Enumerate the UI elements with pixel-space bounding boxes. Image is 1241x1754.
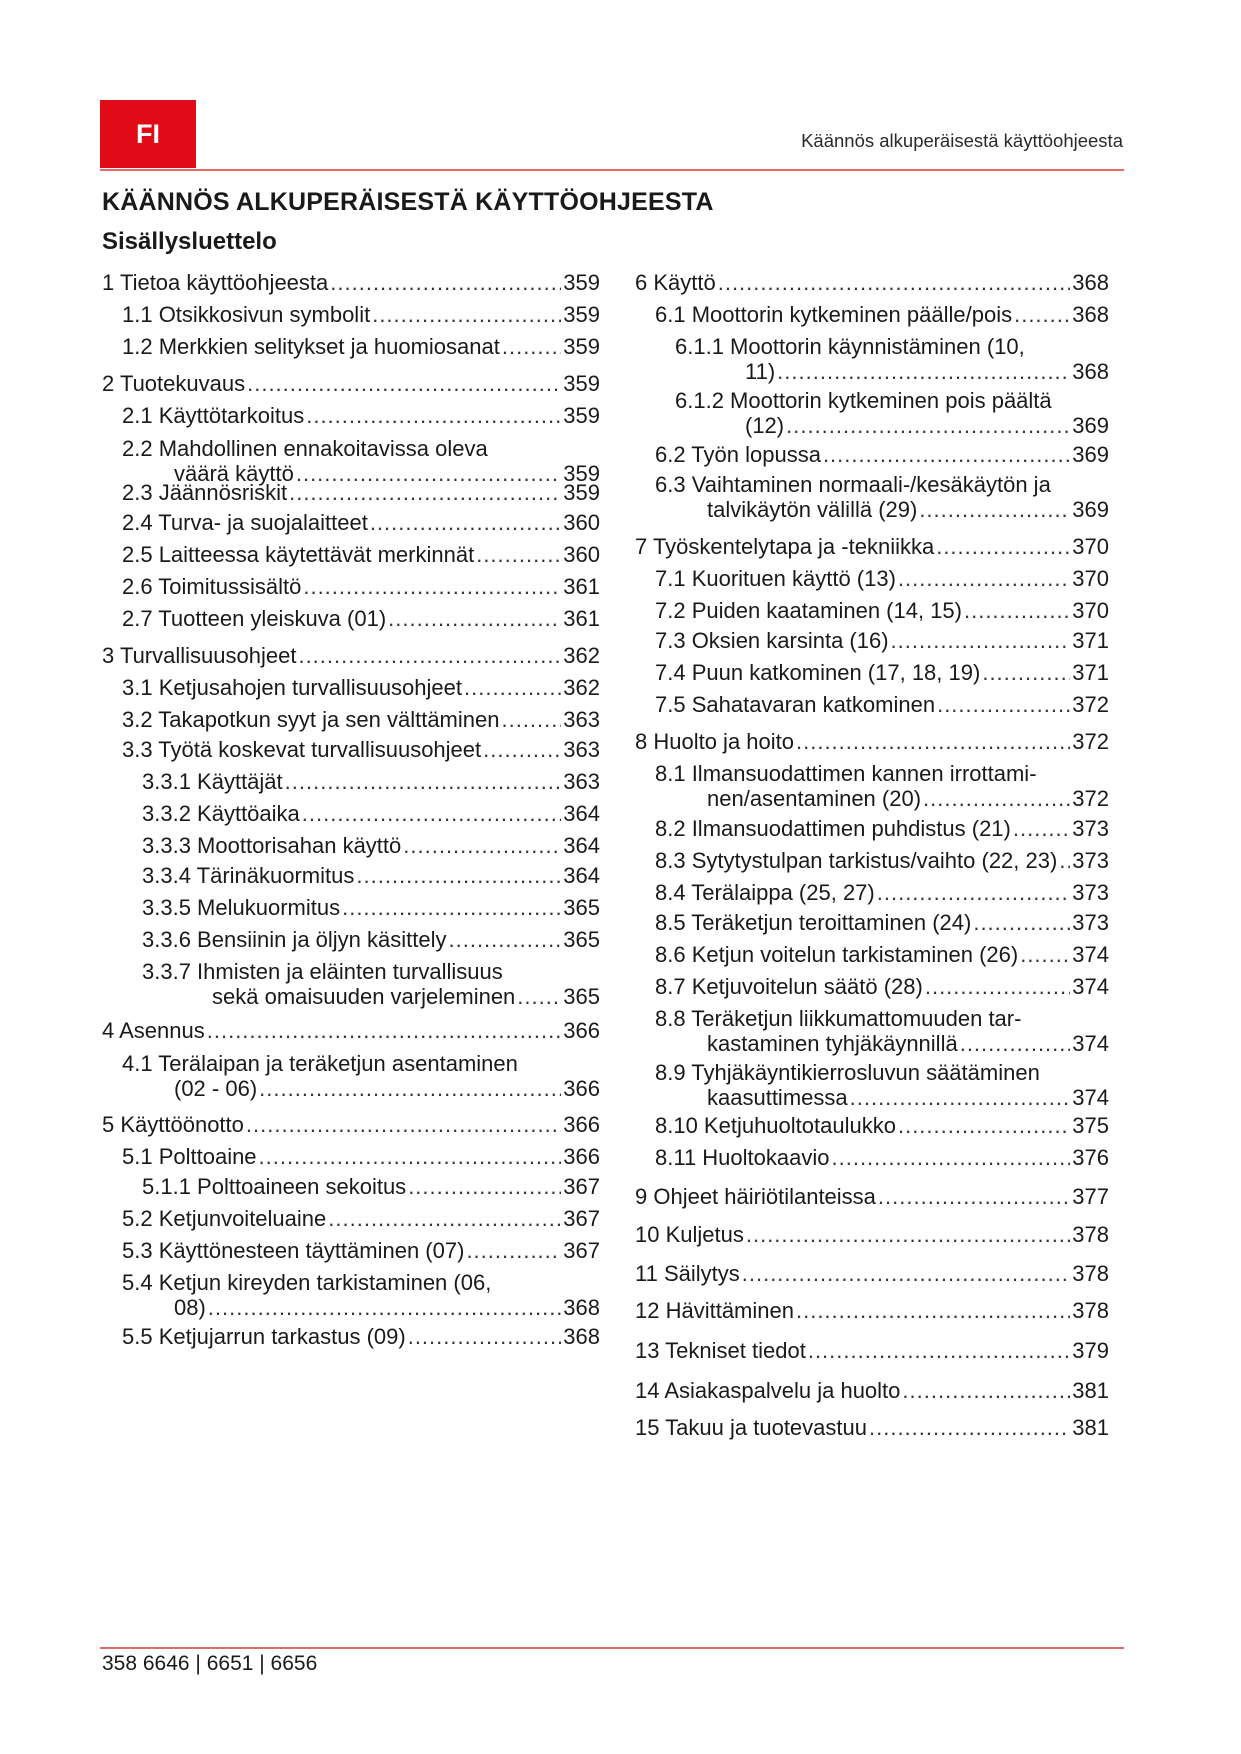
toc-leader-dots (960, 1031, 1071, 1056)
toc-entry-label: 6.2 Työn lopussa (655, 442, 821, 467)
toc-entry-6-kaytto[interactable] (635, 270, 1109, 295)
toc-entry-label: väärä käyttö (174, 461, 294, 486)
toc-entry-label: 4 Asennus (102, 1018, 205, 1043)
toc-entry-8-10-ketjuhuoltotaulukko[interactable] (635, 1113, 1109, 1138)
toc-entry-label: sekä omaisuuden varjeleminen (212, 984, 516, 1009)
toc-entry-3-3-4-tarinakuormitus[interactable] (102, 863, 600, 888)
toc-leader-dots (777, 359, 1070, 384)
toc-entry-label-line: 2.2 Mahdollinen ennakoitavissa oleva (122, 436, 488, 461)
toc-page-number: 375 (1072, 1113, 1109, 1138)
toc-entry-label-line: 5.4 Ketjun kireyden tarkistaminen (06, (122, 1270, 492, 1295)
toc-entry-label: 7.3 Oksien karsinta (16) (655, 628, 889, 653)
toc-entry-3-3-1-kayttajat[interactable] (102, 769, 600, 794)
toc-entry-7-5-sahatavaran-katkominen[interactable] (635, 692, 1109, 717)
toc-leader-dots (923, 786, 1070, 811)
footer-product-codes: 358 6646 | 6651 | 6656 (102, 1652, 318, 1675)
toc-page-number: 369 (1072, 413, 1109, 438)
toc-entry-label: kaasuttimessa (707, 1085, 848, 1110)
footer-divider (100, 1647, 1124, 1649)
toc-entry-label: (02 - 06) (174, 1076, 258, 1101)
toc-leader-dots (937, 692, 1070, 717)
toc-entry-7-tyoskentelytapa-ja-tekniikka[interactable] (635, 534, 1109, 559)
toc-entry-8-5-teraketjun-teroittaminen-24[interactable] (635, 910, 1109, 935)
toc-entry-13-tekniset-tiedot[interactable] (635, 1338, 1109, 1363)
toc-leader-dots (483, 737, 561, 762)
toc-entry-label: 10 Kuljetus (635, 1222, 744, 1247)
toc-page-number: 381 (1072, 1378, 1109, 1403)
toc-leader-dots (408, 1174, 561, 1199)
toc-entry-1-1-otsikkosivun-symbolit[interactable] (102, 302, 600, 327)
toc-leader-dots (982, 660, 1070, 685)
toc-leader-dots (403, 833, 561, 858)
toc-page-number: 372 (1072, 692, 1109, 717)
toc-leader-dots (208, 1295, 561, 1320)
toc-page-number: 374 (1072, 1031, 1109, 1056)
toc-entry-label: 3.3.3 Moottorisahan käyttö (142, 833, 402, 858)
toc-entry-label: 3 Turvallisuusohjeet (102, 643, 297, 668)
toc-leader-dots (289, 480, 561, 505)
toc-leader-dots (877, 880, 1071, 905)
toc-entry-2-7-tuotteen-yleiskuva-01[interactable] (102, 606, 600, 631)
toc-leader-dots (259, 1144, 562, 1169)
toc-entry-label: 2.7 Tuotteen yleiskuva (01) (122, 606, 387, 631)
toc-entry-label: 11 Säilytys (635, 1261, 740, 1286)
toc-leader-dots (878, 1184, 1070, 1209)
toc-entry-8-huolto-ja-hoito[interactable] (635, 729, 1109, 754)
toc-leader-dots (973, 910, 1070, 935)
toc-page-number: 362 (563, 643, 600, 668)
toc-entry-label: 2.4 Turva- ja suojalaitteet (122, 510, 368, 535)
toc-entry-8-4-teralaippa-25-27[interactable] (635, 880, 1109, 905)
toc-page-number: 361 (563, 606, 600, 631)
toc-leader-dots (247, 371, 561, 396)
toc-entry-10-kuljetus[interactable] (635, 1222, 1109, 1247)
toc-entry-label: 1.1 Otsikkosivun symbolit (122, 302, 371, 327)
toc-leader-dots (1020, 942, 1070, 967)
toc-entry-6-1-moottorin-kytkeminen-paalle-pois[interactable] (635, 302, 1109, 327)
toc-entry-label: 15 Takuu ja tuotevastuu (635, 1415, 867, 1440)
toc-page-number: 364 (563, 863, 600, 888)
toc-entry-7-1-kuorituen-kaytto-13[interactable] (635, 566, 1109, 591)
toc-page-number: 369 (1072, 442, 1109, 467)
toc-leader-dots (1059, 848, 1070, 873)
toc-leader-dots (501, 707, 561, 732)
toc-page-number: 366 (563, 1018, 600, 1043)
toc-page-number: 359 (563, 480, 600, 505)
toc-entry-11-sailytys[interactable] (635, 1261, 1109, 1286)
toc-page-number: 360 (563, 542, 600, 567)
toc-entry-6-1-1-moottorin-kaynnistaminen-10[interactable] (635, 334, 1109, 384)
toc-entry-label: 5.1.1 Polttoaineen sekoitus (142, 1174, 407, 1199)
toc-entry-label-line: 3.3.7 Ihmisten ja eläinten turvallisuus (142, 959, 503, 984)
toc-page-number: 371 (1072, 628, 1109, 653)
toc-page-number: 371 (1072, 660, 1109, 685)
toc-page-number: 374 (1072, 1085, 1109, 1110)
toc-leader-dots (302, 801, 562, 826)
toc-entry-8-3-sytytystulpan-tarkistus-vaihto-22-23[interactable] (635, 848, 1109, 873)
toc-entry-label: 11) (745, 359, 776, 384)
toc-entry-3-2-takapotkun-syyt-ja-sen-valttaminen[interactable] (102, 707, 600, 732)
toc-page-number: 378 (1072, 1261, 1109, 1286)
toc-entry-label-line: 4.1 Terälaipan ja teräketjun asentaminen (122, 1051, 518, 1076)
toc-page-number: 367 (563, 1206, 600, 1231)
toc-page-number: 373 (1072, 816, 1109, 841)
toc-page-number: 365 (563, 984, 600, 1009)
toc-page-number: 373 (1072, 880, 1109, 905)
toc-page-number: 369 (1072, 497, 1109, 522)
toc-entry-5-kayttoonotto[interactable] (102, 1112, 600, 1137)
toc-entry-2-3-jaannosriskit[interactable] (102, 480, 600, 505)
toc-leader-dots (502, 334, 561, 359)
toc-page-number: 365 (563, 927, 600, 952)
toc-entry-label: 8.10 Ketjuhuoltotaulukko (655, 1113, 896, 1138)
toc-page-number: 363 (563, 769, 600, 794)
toc-leader-dots (298, 643, 561, 668)
toc-entry-8-11-huoltokaavio[interactable] (635, 1145, 1109, 1170)
toc-leader-dots (408, 1324, 562, 1349)
toc-leader-dots (796, 729, 1070, 754)
toc-entry-8-1-ilmansuodattimen-kannen-irrottami[interactable] (635, 761, 1109, 811)
toc-entry-8-7-ketjuvoitelun-saato-28[interactable] (635, 974, 1109, 999)
toc-entry-5-1-polttoaine[interactable] (102, 1144, 600, 1169)
toc-leader-dots (823, 442, 1070, 467)
toc-leader-dots (259, 1076, 561, 1101)
toc-entry-4-asennus[interactable] (102, 1018, 600, 1043)
toc-page-number: 372 (1072, 729, 1109, 754)
toc-heading: Sisällysluettelo (102, 228, 277, 255)
toc-page-number: 368 (1072, 302, 1109, 327)
toc-leader-dots (786, 413, 1070, 438)
toc-entry-2-2-mahdollinen-ennakoitavissa-oleva[interactable] (102, 436, 600, 486)
toc-entry-label: 3.1 Ketjusahojen turvallisuusohjeet (122, 675, 463, 700)
toc-entry-14-asiakaspalvelu-ja-huolto[interactable] (635, 1378, 1109, 1403)
toc-entry-label: 3.3.4 Tärinäkuormitus (142, 863, 355, 888)
toc-page-number: 361 (563, 574, 600, 599)
toc-leader-dots (1013, 816, 1070, 841)
toc-entry-5-2-ketjunvoiteluaine[interactable] (102, 1206, 600, 1231)
toc-leader-dots (742, 1261, 1071, 1286)
toc-page-number: 373 (1072, 910, 1109, 935)
toc-page-number: 367 (563, 1238, 600, 1263)
toc-entry-label: 3.2 Takapotkun syyt ja sen välttäminen (122, 707, 500, 732)
toc-leader-dots (370, 510, 561, 535)
toc-entry-label: 7.1 Kuorituen käyttö (13) (655, 566, 896, 591)
toc-page-number: 370 (1072, 598, 1109, 623)
document-title: KÄÄNNÖS ALKUPERÄISESTÄ KÄYTTÖOHJEESTA (102, 188, 714, 216)
toc-entry-3-3-2-kayttoaika[interactable] (102, 801, 600, 826)
toc-entry-label: (12) (745, 413, 785, 438)
toc-page-number: 363 (563, 707, 600, 732)
toc-leader-dots (936, 534, 1070, 559)
toc-leader-dots (898, 566, 1070, 591)
toc-entry-2-1-kayttotarkoitus[interactable] (102, 403, 600, 428)
toc-leader-dots (285, 769, 562, 794)
toc-leader-dots (328, 1206, 561, 1231)
toc-entry-2-tuotekuvaus[interactable] (102, 371, 600, 396)
toc-page-number: 374 (1072, 974, 1109, 999)
toc-leader-dots (356, 863, 561, 888)
toc-entry-label-line: 8.8 Teräketjun liikkumattomuuden tar- (655, 1006, 1022, 1031)
toc-entry-label: 8.2 Ilmansuodattimen puhdistus (21) (655, 816, 1011, 841)
toc-leader-dots (342, 895, 561, 920)
toc-entry-label: 8.4 Terälaippa (25, 27) (655, 880, 875, 905)
toc-entry-5-3-kayttonesteen-tayttaminen-07[interactable] (102, 1238, 600, 1263)
toc-entry-label: 5.2 Ketjunvoiteluaine (122, 1206, 327, 1231)
toc-entry-label: 8.11 Huoltokaavio (655, 1145, 830, 1170)
toc-leader-dots (476, 542, 561, 567)
toc-entry-label: 7 Työskentelytapa ja -tekniikka (635, 534, 935, 559)
toc-entry-label: 7.5 Sahatavaran katkominen (655, 692, 936, 717)
toc-entry-label: 2.1 Käyttötarkoitus (122, 403, 305, 428)
toc-page-number: 368 (563, 1324, 600, 1349)
toc-entry-label: 2.3 Jäännösriskit (122, 480, 288, 505)
toc-page-number: 378 (1072, 1298, 1109, 1323)
toc-entry-1-tietoa-kayttoohjeesta[interactable] (102, 270, 600, 295)
toc-entry-7-2-puiden-kaataminen-14-15[interactable] (635, 598, 1109, 623)
toc-entry-2-6-toimitussisalto[interactable] (102, 574, 600, 599)
toc-leader-dots (388, 606, 561, 631)
toc-entry-label: kastaminen tyhjäkäynnillä (707, 1031, 958, 1056)
toc-leader-dots (372, 302, 561, 327)
toc-page-number: 368 (1072, 270, 1109, 295)
toc-entry-label: 2 Tuotekuvaus (102, 371, 246, 396)
toc-entry-4-1-teralaipan-ja-teraketjun-asentaminen[interactable] (102, 1051, 600, 1101)
toc-entry-15-takuu-ja-tuotevastuu[interactable] (635, 1415, 1109, 1440)
toc-leader-dots (330, 270, 561, 295)
toc-entry-5-1-1-polttoaineen-sekoitus[interactable] (102, 1174, 600, 1199)
toc-leader-dots (303, 574, 561, 599)
toc-entry-label: 12 Hävittäminen (635, 1298, 794, 1323)
toc-entry-label: 6.1 Moottorin kytkeminen päälle/pois (655, 302, 1013, 327)
toc-entry-label: 8.7 Ketjuvoitelun säätö (28) (655, 974, 923, 999)
toc-leader-dots (246, 1112, 561, 1137)
toc-page-number: 359 (563, 461, 600, 486)
toc-entry-label: nen/asentaminen (20) (707, 786, 922, 811)
toc-entry-label: 5.1 Polttoaine (122, 1144, 257, 1169)
toc-entry-label: 6 Käyttö (635, 270, 716, 295)
toc-entry-label: 3.3.6 Bensiinin ja öljyn käsittely (142, 927, 447, 952)
toc-entry-label: 13 Tekniset tiedot (635, 1338, 806, 1363)
toc-entry-5-5-ketjujarrun-tarkastus-09[interactable] (102, 1324, 600, 1349)
toc-entry-1-2-merkkien-selitykset-ja-huomiosanat[interactable] (102, 334, 600, 359)
toc-entry-label: 3.3 Työtä koskevat turvallisuusohjeet (122, 737, 482, 762)
header-title: Käännös alkuperäisestä käyttöohjeesta (801, 130, 1123, 151)
toc-leader-dots (964, 598, 1070, 623)
toc-leader-dots (891, 628, 1071, 653)
toc-entry-2-4-turva-ja-suojalaitteet[interactable] (102, 510, 600, 535)
toc-entry-12-havittaminen[interactable] (635, 1298, 1109, 1323)
toc-entry-6-3-vaihtaminen-normaali-kesakayton-ja[interactable] (635, 472, 1109, 522)
toc-entry-5-4-ketjun-kireyden-tarkistaminen-06[interactable] (102, 1270, 600, 1320)
toc-entry-label: 5 Käyttöönotto (102, 1112, 244, 1137)
toc-leader-dots (1014, 302, 1070, 327)
toc-page-number: 374 (1072, 942, 1109, 967)
toc-entry-6-2-tyon-lopussa[interactable] (635, 442, 1109, 467)
toc-page-number: 379 (1072, 1338, 1109, 1363)
toc-entry-label: 3.3.2 Käyttöaika (142, 801, 300, 826)
toc-entry-label: 14 Asiakaspalvelu ja huolto (635, 1378, 901, 1403)
toc-page-number: 360 (563, 510, 600, 535)
toc-page-number: 381 (1072, 1415, 1109, 1440)
header-divider (100, 169, 1124, 171)
toc-leader-dots (207, 1018, 562, 1043)
toc-leader-dots (925, 974, 1070, 999)
toc-entry-3-3-6-bensiinin-ja-oljyn-kasittely[interactable] (102, 927, 600, 952)
toc-entry-label: 3.3.5 Melukuormitus (142, 895, 341, 920)
toc-page-number: 366 (563, 1076, 600, 1101)
toc-entry-label: 2.6 Toimitussisältö (122, 574, 302, 599)
toc-entry-8-9-tyhjakayntikierrosluvun-saataminen[interactable] (635, 1060, 1109, 1110)
toc-entry-label: 5.3 Käyttönesteen täyttäminen (07) (122, 1238, 465, 1263)
toc-page-number: 364 (563, 801, 600, 826)
language-badge: FI (100, 100, 196, 168)
toc-page-number: 370 (1072, 534, 1109, 559)
toc-leader-dots (466, 1238, 561, 1263)
toc-entry-3-3-7-ihmisten-ja-elainten-turvallisuus[interactable] (102, 959, 600, 1009)
toc-leader-dots (746, 1222, 1070, 1247)
toc-leader-dots (902, 1378, 1070, 1403)
toc-entry-3-turvallisuusohjeet[interactable] (102, 643, 600, 668)
toc-page-number: 368 (563, 1295, 600, 1320)
toc-page-number: 367 (563, 1174, 600, 1199)
toc-entry-label: 8.6 Ketjun voitelun tarkistaminen (26) (655, 942, 1019, 967)
toc-entry-label: 9 Ohjeet häiriötilanteissa (635, 1184, 876, 1209)
toc-leader-dots (869, 1415, 1070, 1440)
toc-entry-3-3-tyota-koskevat-turvallisuusohjeet[interactable] (102, 737, 600, 762)
toc-page-number: 378 (1072, 1222, 1109, 1247)
toc-leader-dots (832, 1145, 1071, 1170)
toc-page-number: 359 (563, 334, 600, 359)
toc-entry-7-4-puun-katkominen-17-18-19[interactable] (635, 660, 1109, 685)
toc-entry-label: 3.3.1 Käyttäjät (142, 769, 283, 794)
toc-leader-dots (718, 270, 1071, 295)
toc-page-number: 359 (563, 302, 600, 327)
toc-page-number: 376 (1072, 1145, 1109, 1170)
toc-entry-label: 8.5 Teräketjun teroittaminen (24) (655, 910, 972, 935)
toc-entry-label-line: 6.1.1 Moottorin käynnistäminen (10, (675, 334, 1025, 359)
toc-page-number: 368 (1072, 359, 1109, 384)
toc-entry-label: 1.2 Merkkien selitykset ja huomiosanat (122, 334, 500, 359)
toc-entry-label: 8.3 Sytytystulpan tarkistus/vaihto (22, 23) (655, 848, 1058, 873)
toc-entry-label-line: 8.9 Tyhjäkäyntikierrosluvun säätäminen (655, 1060, 1040, 1085)
toc-page-number: 364 (563, 833, 600, 858)
toc-leader-dots (919, 497, 1070, 522)
toc-entry-label: 1 Tietoa käyttöohjeesta (102, 270, 329, 295)
toc-leader-dots (796, 1298, 1070, 1323)
toc-entry-label: 7.2 Puiden kaataminen (14, 15) (655, 598, 962, 623)
toc-page-number: 362 (563, 675, 600, 700)
toc-page-number: 359 (563, 371, 600, 396)
toc-leader-dots (464, 675, 561, 700)
toc-leader-dots (850, 1085, 1071, 1110)
toc-entry-7-3-oksien-karsinta-16[interactable] (635, 628, 1109, 653)
toc-leader-dots (808, 1338, 1070, 1363)
toc-entry-8-6-ketjun-voitelun-tarkistaminen-26[interactable] (635, 942, 1109, 967)
toc-page-number: 366 (563, 1112, 600, 1137)
toc-entry-label: 08) (174, 1295, 206, 1320)
toc-entry-label: talvikäytön välillä (29) (707, 497, 918, 522)
toc-entry-label: 2.5 Laitteessa käytettävät merkinnät (122, 542, 475, 567)
toc-leader-dots (898, 1113, 1070, 1138)
toc-leader-dots (449, 927, 562, 952)
toc-entry-3-3-5-melukuormitus[interactable] (102, 895, 600, 920)
toc-page-number: 373 (1072, 848, 1109, 873)
toc-page-number: 366 (563, 1144, 600, 1169)
toc-entry-label-line: 6.1.2 Moottorin kytkeminen pois päältä (675, 388, 1052, 413)
toc-page-number: 363 (563, 737, 600, 762)
toc-page-number: 359 (563, 403, 600, 428)
toc-page-number: 372 (1072, 786, 1109, 811)
toc-entry-8-8-teraketjun-liikkumattomuuden-tar[interactable] (635, 1006, 1109, 1056)
toc-entry-9-ohjeet-hairiotilanteissa[interactable] (635, 1184, 1109, 1209)
toc-entry-6-1-2-moottorin-kytkeminen-pois-paalta[interactable] (635, 388, 1109, 438)
toc-page-number: 365 (563, 895, 600, 920)
toc-entry-label-line: 6.3 Vaihtaminen normaali-/kesäkäytön ja (655, 472, 1051, 497)
toc-leader-dots (306, 403, 561, 428)
toc-page-number: 370 (1072, 566, 1109, 591)
toc-entry-label: 7.4 Puun katkominen (17, 18, 19) (655, 660, 981, 685)
toc-leader-dots (517, 984, 561, 1009)
toc-entry-3-3-3-moottorisahan-kaytto[interactable] (102, 833, 600, 858)
toc-entry-label: 8 Huolto ja hoito (635, 729, 794, 754)
toc-page-number: 377 (1072, 1184, 1109, 1209)
toc-entry-label: 5.5 Ketjujarrun tarkastus (09) (122, 1324, 406, 1349)
toc-entry-8-2-ilmansuodattimen-puhdistus-21[interactable] (635, 816, 1109, 841)
toc-page-number: 359 (563, 270, 600, 295)
toc-entry-label-line: 8.1 Ilmansuodattimen kannen irrottami- (655, 761, 1037, 786)
toc-entry-2-5-laitteessa-kaytettavat-merkinnat[interactable] (102, 542, 600, 567)
toc-entry-3-1-ketjusahojen-turvallisuusohjeet[interactable] (102, 675, 600, 700)
